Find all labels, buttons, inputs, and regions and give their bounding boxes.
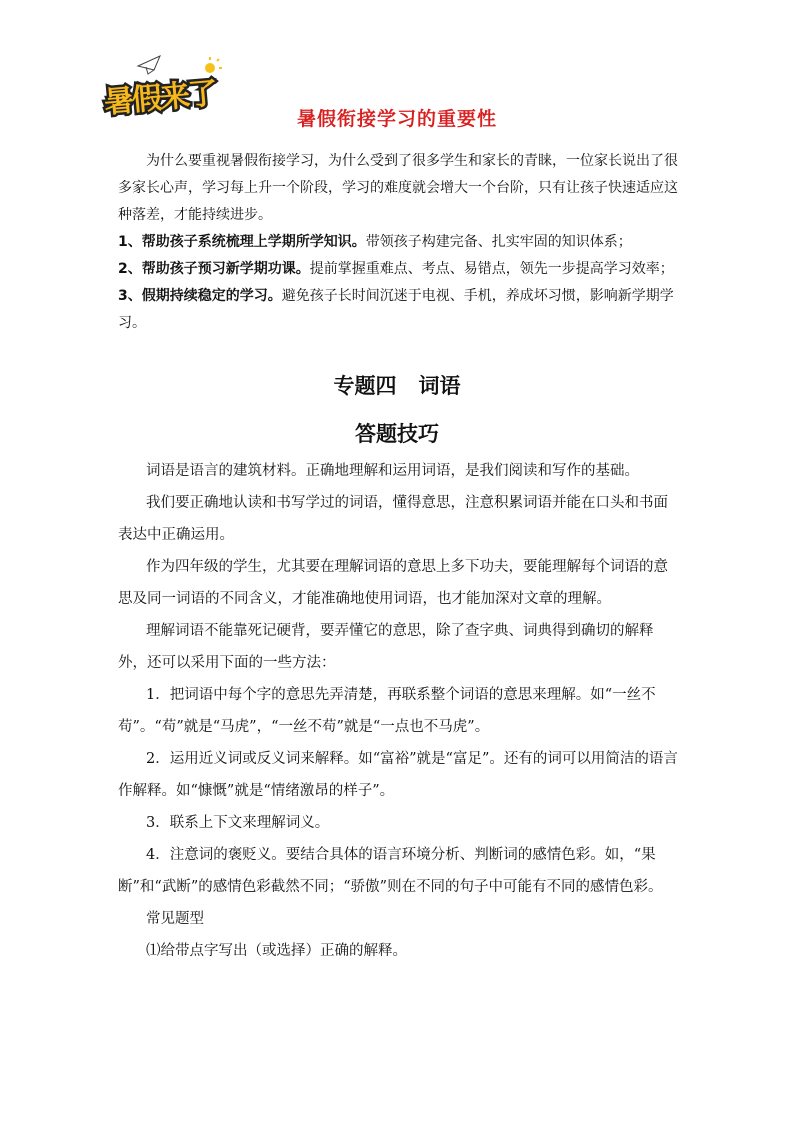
body-paragraph: 作为四年级的学生，尤其要在理解词语的意思上多下功夫，要能理解每个词语的意思及同一词语的不同含义，才能准确地使用词语，也才能加深对文章的理解。: [118, 559, 668, 607]
point-item: [118, 256, 678, 283]
point-lead: 2、帮助孩子预习新学期功课。: [118, 261, 310, 277]
body-paragraph: 理解词语不能靠死记硬背，要弄懂它的意思，除了查字典、词典得到确切的解释外，还可以采用下面的一些方法：: [118, 623, 654, 671]
body-paragraph: 词语是语言的建筑材料。正确地理解和运用词语，是我们阅读和写作的基础。: [146, 463, 639, 479]
question-types-heading: 常见题型: [146, 911, 204, 927]
point-text: 提前掌握重难点、考点、易错点，领先一步提高学习效率；: [309, 261, 674, 277]
intro-section: [118, 148, 678, 337]
point-item: [118, 283, 678, 337]
logo-lettering: 暑假来了: [102, 76, 218, 121]
method-item: 3．联系上下文来理解词义。: [146, 815, 330, 831]
point-lead: 3、假期持续稳定的学习。: [118, 288, 282, 304]
body-section: [118, 455, 678, 967]
page-title: 暑假衔接学习的重要性: [296, 108, 497, 130]
question-type-item: ⑴给带点字写出（或选择）正确的解释。: [146, 943, 407, 959]
method-item: 4．注意词的褒贬义。要结合具体的语言环境分析、判断词的感情色彩。如，“果断”和“武断”的感情色彩截然不同；“骄傲”则在不同的句子中可能有不同的感情色彩。: [118, 847, 663, 895]
point-item: [118, 229, 678, 256]
topic-title: [0, 370, 794, 400]
body-paragraph: 我们要正确地认读和书写学过的词语，懂得意思，注意积累词语并能在口头和书面表达中正确运用。: [118, 495, 668, 543]
method-item: 1．把词语中每个字的意思先弄清楚，再联系整个词语的意思来理解。如“一丝不苟”。“苟”就是“马虎”，“一丝不苟”就是“一点也不马虎”。: [118, 687, 656, 735]
topic-name: 词语: [418, 374, 461, 398]
intro-paragraph: 为什么要重视暑假衔接学习，为什么受到了很多学生和家长的青睐，一位家长说出了很多家长心声，学习每上升一个阶段，学习的难度就会增大一个台阶，只有让孩子快速适应这种落差，才能持续进步。: [118, 153, 678, 223]
topic-label: 专题四: [333, 374, 397, 398]
section-subtitle: 答题技巧: [355, 422, 439, 446]
point-lead: 1、帮助孩子系统梳理上学期所学知识。: [118, 234, 366, 250]
logo-sun-icon: [205, 57, 222, 73]
method-item: 2．运用近义词或反义词来解释。如“富裕”就是“富足”。还有的词可以用简洁的语言作解释。如“慷慨”就是“情绪激昂的样子”。: [118, 751, 678, 799]
logo-plane-icon: [138, 56, 160, 74]
point-text: 避免孩子长时间沉迷于电视、手机，养成坏习惯，影响新学期学习。: [118, 288, 674, 331]
point-text: 带领孩子构建完备、扎实牢固的知识体系；: [365, 234, 632, 250]
